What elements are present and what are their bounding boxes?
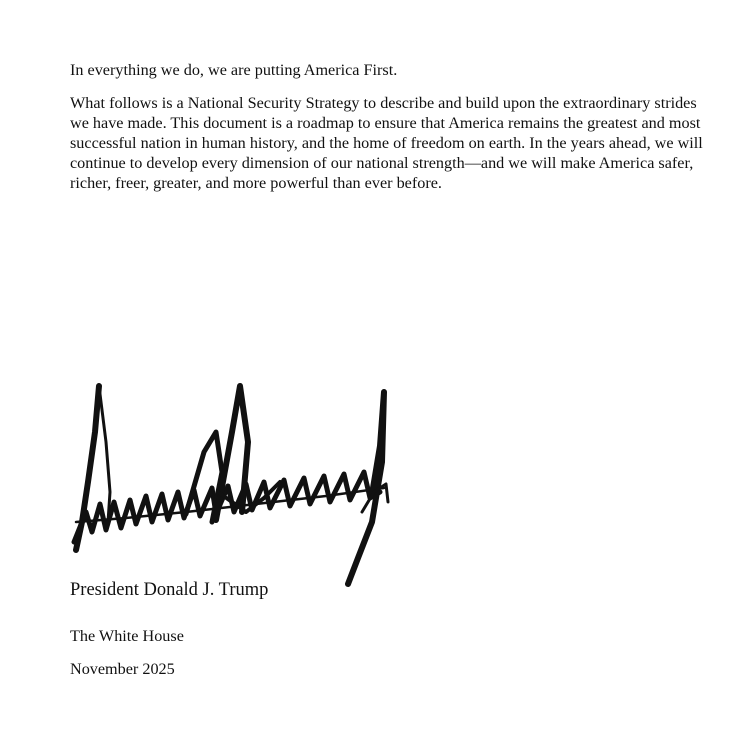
signature-icon <box>66 372 396 592</box>
document-date: November 2025 <box>70 660 175 678</box>
opening-line: In everything we do, we are putting America First. <box>70 61 398 79</box>
signatory-organization: The White House <box>70 627 184 645</box>
body-paragraph: What follows is a National Security Strategy to describe and build upon the extraordinary strides we have made. This document is a roadmap to ensure that America remains the greatest and most successful nation in human history, and the home of freedom on earth. In the years ahead, we will continue to develop every dimension of our national strength—and we will make America safer, richer, freer, greater, and more powerful than ever before. <box>70 94 703 192</box>
signatory-name: President Donald J. Trump <box>70 580 269 600</box>
